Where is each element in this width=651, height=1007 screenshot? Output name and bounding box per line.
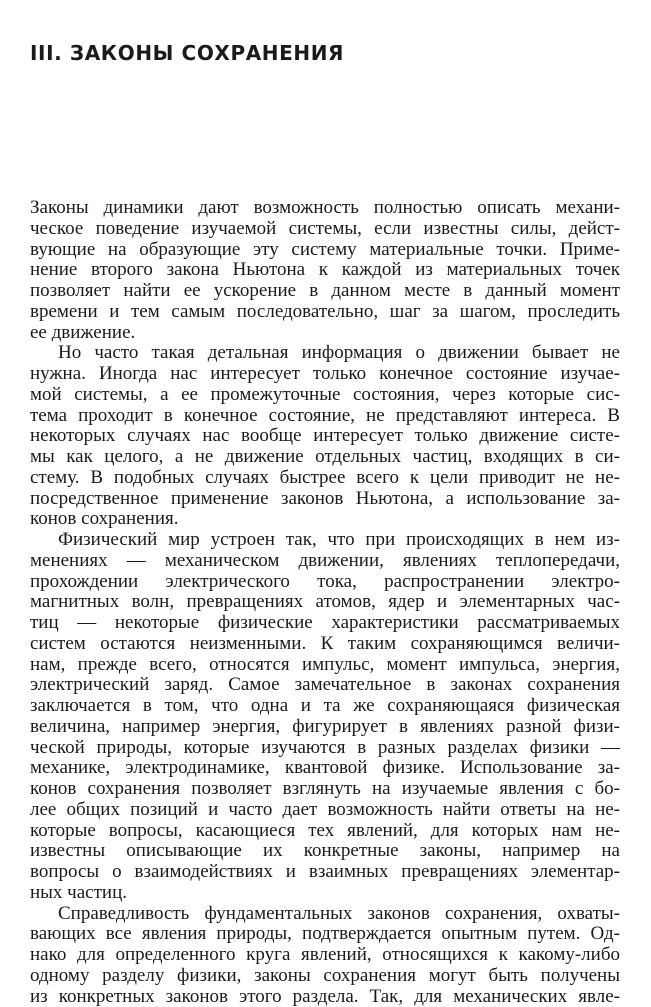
text-line: некоторых случаях нас вообще интересует только движение систе- [30, 426, 620, 447]
text-line: вующие на образующие эту систему материальные точки. Приме- [30, 240, 620, 261]
text-line: нужна. Иногда нас интересует только конечное состояние изучае- [30, 364, 620, 385]
text-line: заключается в том, что одна и та же сохраняющаяся физическая [30, 696, 620, 717]
text-line: электрический заряд. Самое замечательное в законах сохранения [30, 675, 620, 696]
text-line: Законы динамики дают возможность полностью описать механи- [30, 198, 620, 219]
paragraph [30, 198, 620, 343]
text-line: менениях — механическом движении, явлениях теплопередачи, [30, 551, 620, 572]
text-line: стему. В подобных случаях быстрее всего к цели приводит не не- [30, 468, 620, 489]
text-line: нение второго закона Ньютона к каждой из материальных точек [30, 260, 620, 281]
text-line: лее общих позиций и часто дает возможность найти ответы на не- [30, 800, 620, 821]
text-line: конов сохранения. [30, 509, 620, 530]
text-line: ных частиц. [30, 883, 620, 904]
text-line: известны описывающие их конкретные законы, например на [30, 841, 620, 862]
text-line: которые вопросы, касающиеся тех явлений, для которых нам не- [30, 821, 620, 842]
text-line: прохождении электрического тока, распространении электро- [30, 572, 620, 593]
text-line: магнитных волн, превращениях атомов, ядер и элементарных час- [30, 592, 620, 613]
text-line: ее движение. [30, 323, 620, 344]
text-line: нако для определенного круга явлений, относящихся к какому-либо [30, 945, 620, 966]
text-line: ческое поведение изучаемой системы, если известны силы, дейст- [30, 219, 620, 240]
paragraph [30, 530, 620, 904]
text-line: времени и тем самым последовательно, шаг за шагом, проследить [30, 302, 620, 323]
paragraph [30, 343, 620, 530]
body-text [30, 198, 620, 1007]
text-line: вающих все явления природы, подтверждается опытным путем. Од- [30, 924, 620, 945]
paragraph [30, 904, 620, 1007]
text-line: одному разделу физики, законы сохранения могут быть получены [30, 966, 620, 987]
text-line: конов сохранения позволяет взглянуть на изучаемые явления с бо- [30, 779, 620, 800]
text-line: механике, электродинамике, квантовой физике. Использование за- [30, 758, 620, 779]
text-line: систем остаются неизменными. К таким сохраняющимся величи- [30, 634, 620, 655]
text-line: вопросы о взаимодействиях и взаимных превращениях элементар- [30, 862, 620, 883]
text-line: мой системы, а ее промежуточные состояния, через которые сис- [30, 385, 620, 406]
chapter-title: III. ЗАКОНЫ СОХРАНЕНИЯ [30, 38, 344, 68]
text-line: величина, например энергия, фигурирует в явлениях разной физи- [30, 717, 620, 738]
text-line: Но часто такая детальная информация о движении бывает не [30, 343, 620, 364]
text-line: позволяет найти ее ускорение в данном месте в данный момент [30, 281, 620, 302]
text-line: Физический мир устроен так, что при происходящих в нем из- [30, 530, 620, 551]
text-line: посредственное применение законов Ньютона, а использование за- [30, 489, 620, 510]
text-line: тема проходит в конечное состояние, не представляют интереса. В [30, 406, 620, 427]
text-line: из конкретных законов этого раздела. Так, для механических явле- [30, 987, 620, 1007]
text-line: ческой природы, которые изучаются в разных разделах физики — [30, 738, 620, 759]
text-line: Справедливость фундаментальных законов сохранения, охваты- [30, 904, 620, 925]
text-line: тиц — некоторые физические характеристики рассматриваемых [30, 613, 620, 634]
text-line: мы как целого, а не движение отдельных частиц, входящих в си- [30, 447, 620, 468]
text-line: нам, прежде всего, относятся импульс, момент импульса, энергия, [30, 655, 620, 676]
